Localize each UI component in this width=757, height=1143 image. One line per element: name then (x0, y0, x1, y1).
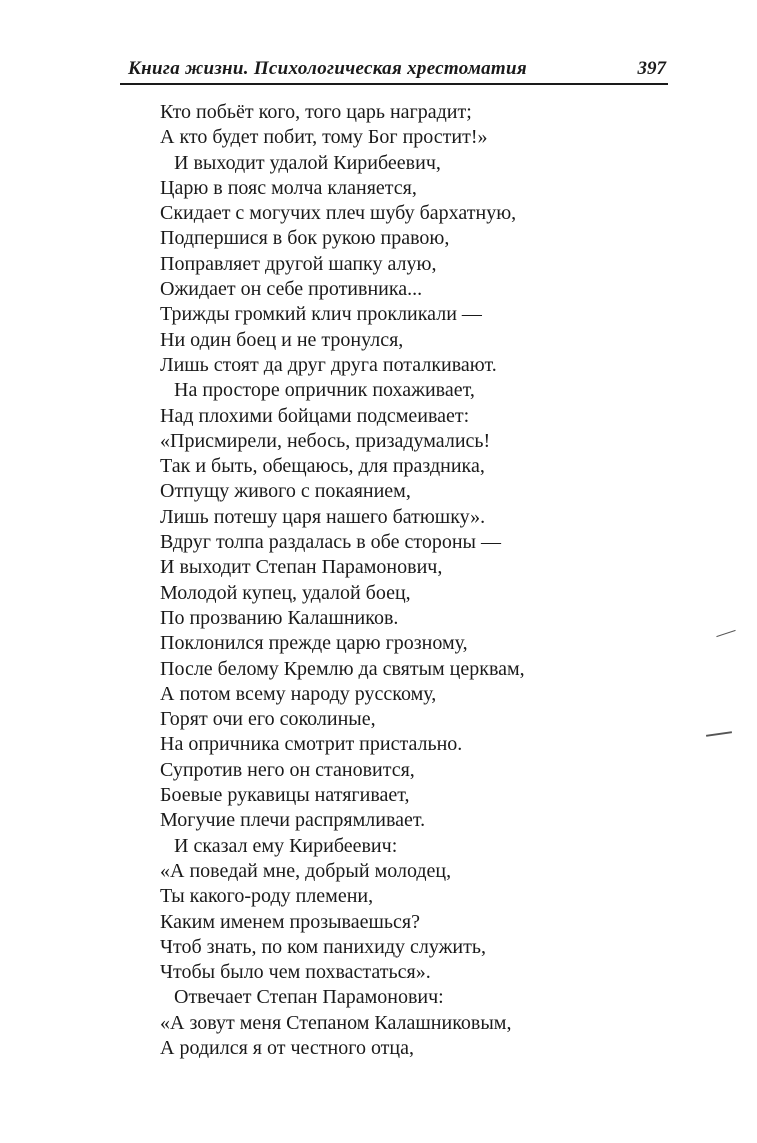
poem-line: Трижды громкий клич прокликали — (160, 303, 482, 326)
running-header (120, 54, 668, 86)
poem-line: Каким именем прозываешься? (160, 910, 420, 933)
poem-line: Ожидает он себе противника... (160, 278, 423, 301)
poem-line: Боевые рукавицы натягивает, (160, 784, 410, 807)
poem-line: Чтобы было чем похвастаться». (160, 961, 431, 984)
poem-line: На опричника смотрит пристально. (160, 733, 463, 756)
poem-line: И сказал ему Кирибеевич: (174, 834, 398, 857)
poem-text (160, 100, 660, 1061)
poem-line: Поклонился прежде царю грозному, (160, 632, 468, 655)
poem-line: И выходит удалой Кирибеевич, (174, 151, 441, 174)
poem-line: Могучие плечи распрямливает. (160, 809, 426, 832)
poem-line: И выходит Степан Парамонович, (160, 556, 443, 579)
poem-line: После белому Кремлю да святым церквам, (160, 657, 525, 680)
poem-line: Отвечает Степан Парамонович: (174, 986, 444, 1009)
book-title: Книга жизни. Психологическая хрестоматия (128, 58, 527, 79)
poem-line: Кто побьёт кого, того царь наградит; (160, 101, 472, 123)
scan-artifact-mark (706, 731, 732, 737)
header-divider (120, 83, 668, 85)
poem-line: По прозванию Калашников. (160, 606, 399, 629)
scan-artifact-mark (716, 630, 735, 637)
poem-line: Поправляет другой шапку алую, (160, 252, 437, 275)
poem-line: Супротив него он становится, (160, 758, 415, 781)
poem-line: «А поведай мне, добрый молодец, (160, 859, 452, 882)
poem-line: «Присмирели, небось, призадумались! (160, 429, 491, 452)
poem-line: «А зовут меня Степаном Калашниковым, (160, 1011, 512, 1034)
poem-line: Подпершися в бок рукою правою, (160, 227, 450, 250)
poem-line: Царю в пояс молча кланяется, (160, 176, 417, 199)
poem-line: Ты какого-роду племени, (160, 885, 374, 908)
poem-line: Лишь стоят да друг друга поталкивают. (160, 353, 497, 376)
poem-line: Чтоб знать, по ком панихиду служить, (160, 935, 486, 958)
poem-line: Скидает с могучих плеч шубу бархатную, (160, 202, 517, 225)
poem-line: Ни один боец и не тронулся, (160, 328, 404, 351)
poem-line: А родился я от честного отца, (160, 1036, 414, 1059)
poem-line: На просторе опричник похаживает, (174, 379, 475, 402)
poem-line: Отпущу живого с покаянием, (160, 480, 411, 503)
page-number: 397 (637, 58, 666, 79)
poem-line: Вдруг толпа раздалась в обе стороны — (160, 531, 501, 554)
poem-line: А кто будет побит, тому Бог простит!» (160, 126, 488, 149)
poem-line: Горят очи его соколиные, (160, 708, 376, 731)
poem-line: Лишь потешу царя нашего батюшку». (160, 505, 486, 528)
poem-line: Молодой купец, удалой боец, (160, 581, 411, 604)
poem-line: Так и быть, обещаюсь, для праздника, (160, 455, 485, 478)
poem-line: Над плохими бойцами подсмеивает: (160, 404, 470, 427)
poem-line: А потом всему народу русскому, (160, 682, 437, 705)
